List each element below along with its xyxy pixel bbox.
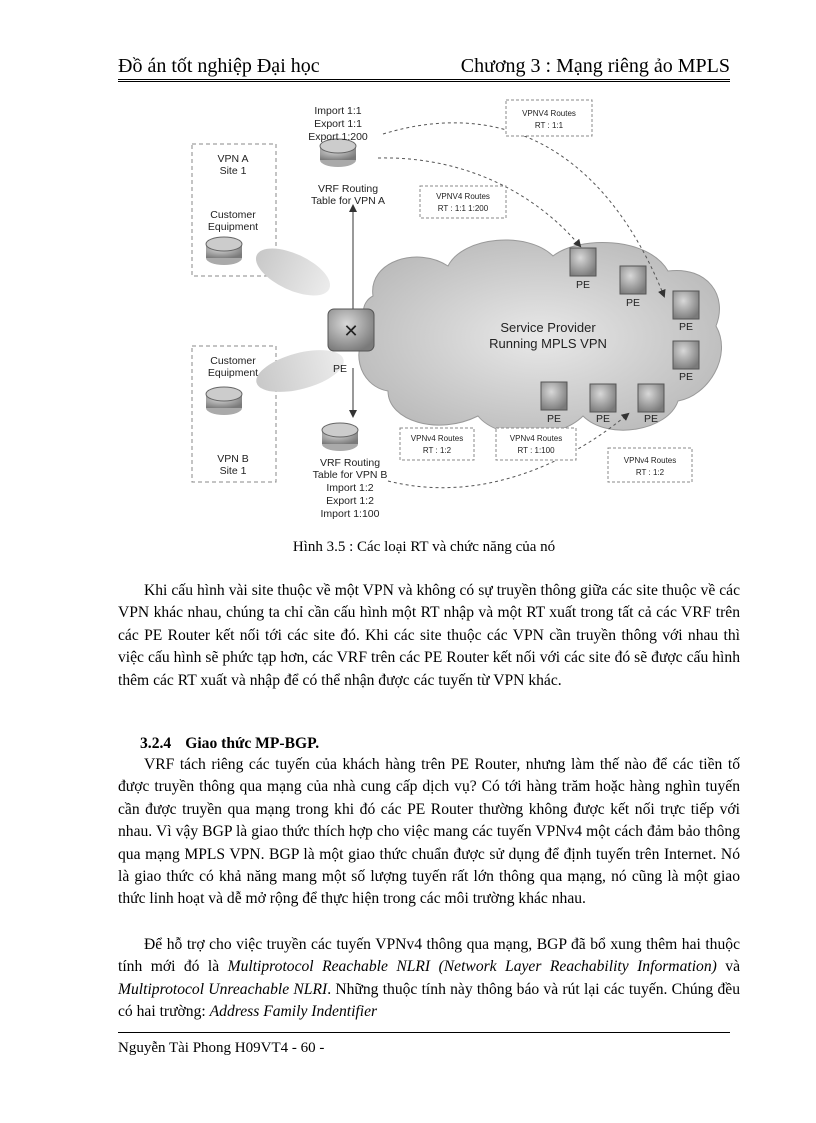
route-box-top-right [506,100,592,136]
customer-b-line1: Customer [210,355,256,367]
paragraph-3-italic3: Address Family Indentifier [209,1003,378,1021]
section-title: Giao thức MP-BGP. [185,735,320,752]
figure-caption: Hình 3.5 : Các loại RT và chức năng của nó [292,539,556,555]
route-box-bottom-left [400,428,474,460]
pe-label-3: PE [678,321,694,333]
section-heading [140,735,319,753]
router-icon-main-pe [328,309,374,351]
svg-text:✕: ✕ [343,321,359,341]
vrf-a-label1: VRF Routing [317,183,379,195]
vrf-b-export: Export 1:2 [326,495,374,507]
router-icon-customer-a [206,237,242,265]
paragraph-2: VRF tách riêng các tuyến của khách hàng trên PE Router, nhưng làm thế nào để các tiền tố được truyền thông qua mạng của nhà cung cấp dịch vụ? Có tới hàng trăm hoặc hàng nghìn tuyến cần được truyền qua mạng trong khi đó các PE Router thường không được kết nối trực tiếp với nhau. Vì vậy BGP là giao thức thích hợp cho việc mang các tuyến VPNv4 một cách đảm bảo thông qua mạng MPLS VPN. BGP là một giao thức chuẩn được sử dụng để định tuyến trên Internet. Nó là giao thức có khả năng mang một số lượng tuyến rất lớn thông qua mạng, nó cũng là một giao thức linh hoạt và dễ mở rộng để thực hiện trong các môi trường khác nhau. [118,756,740,908]
paragraph-3-part1: Để hỗ trợ cho việc truyền các tuyến VPNv4 thông qua mạng, BGP đã bổ xung thêm hai thuộc tính mới đó là [118,936,740,976]
paragraph-1: Khi cấu hình vài site thuộc về một VPN và không có sự truyền thông giữa các site thuộc về các VPN khác nhau, chúng ta chỉ cần cấu hình một RT nhập và một RT xuất trong tất cả các VRF trên các PE Router kết nối tới các site đó. Khi các site thuộc các VPN cần truyền thông với nhau thì việc cấu hình sẽ phức tạp hơn, các VRF trên các PE Router kết nối với các site đó sẽ được cấu hình thêm các RT xuất và nhập để có thể nhận được các tuyến từ VPN khác. [118,582,740,689]
paragraph-3-part2: và [716,958,740,976]
route-bottom-right-rt: RT : 1:2 [635,468,665,477]
figure-rt-diagram [188,96,728,528]
pe-main-label: PE [332,363,348,375]
route-bottom-mid-rt: RT : 1:100 [517,446,555,455]
header-left: Đồ án tốt nghiệp Đại học [118,55,320,77]
vrf-a-import: Import 1:1 [314,105,362,117]
vpn-b-line1: VPN B [217,453,249,465]
pe-label-7: PE [643,413,659,425]
pe-label-5: PE [546,413,562,425]
vrf-b-import2: Import 1:100 [320,508,380,520]
vrf-b-label2: Table for VPN B [312,469,388,481]
cloud-line1: Service Provider [500,320,596,335]
rt-diagram-svg [188,96,728,528]
page-header [118,48,730,78]
pe-label-6: PE [595,413,611,425]
router-icon-customer-b [206,387,242,415]
section-number: 3.2.4 [140,735,172,752]
header-right: Chương 3 : Mạng riêng ảo MPLS [460,55,730,77]
route-bottom-left-rt: RT : 1:2 [422,446,452,455]
paragraph-3-italic1: Multiprotocol Reachable NLRI (Network Layer Reachability Information) [227,958,717,976]
router-icon-vrf-a [320,139,356,167]
vpn-b-line2: Site 1 [219,465,247,477]
vpn-a-line1: VPN A [217,153,249,165]
router-icon-pe-1 [570,248,596,276]
route-box-mid [420,186,506,218]
router-icon-pe-6 [590,384,616,412]
paragraph-3-italic2: Multiprotocol Unreachable NLRI [118,980,328,998]
router-icon-pe-3 [673,291,699,319]
pe-label-2: PE [625,297,641,309]
vrf-b-label1: VRF Routing [319,457,381,469]
header-rule [118,79,730,82]
router-icon-pe-7 [638,384,664,412]
route-top-right-rt: RT : 1:1 [534,121,564,130]
route-box-bottom-mid [496,428,576,460]
vrf-a-export1: Export 1:1 [314,118,362,130]
router-icon-vrf-b [322,423,358,451]
customer-a-line1: Customer [210,209,256,221]
router-icon-pe-4 [673,341,699,369]
vpn-a-line2: Site 1 [219,165,247,177]
customer-a-line2: Equipment [207,221,259,233]
cloud-line2: Running MPLS VPN [489,336,607,351]
vrf-b-import: Import 1:2 [326,482,374,494]
pe-label-1: PE [575,279,591,291]
route-top-right-title: VPNV4 Routes [522,109,576,118]
route-bottom-mid-title: VPNv4 Routes [509,434,563,443]
pe-label-4: PE [678,371,694,383]
route-bottom-left-title: VPNv4 Routes [410,434,464,443]
customer-b-line2: Equipment [207,367,259,379]
router-icon-pe-2 [620,266,646,294]
router-icon-pe-5 [541,382,567,410]
vrf-a-export2: Export 1:200 [308,131,368,143]
paragraph-3-part3: . Những thuộc tính này thông báo và rút lại các tuyến. Chúng đều có hai trường: [118,980,741,1021]
paragraph-3 [118,934,740,1024]
route-bottom-right-title: VPNv4 Routes [623,456,677,465]
footer-rule [118,1032,730,1033]
vrf-a-label2: Table for VPN A [310,195,386,207]
route-mid-title: VPNV4 Routes [436,192,490,201]
route-mid-rt: RT : 1:1 1:200 [437,204,489,213]
page-footer: Nguyễn Tài Phong H09VT4 - 60 - [118,1040,325,1056]
